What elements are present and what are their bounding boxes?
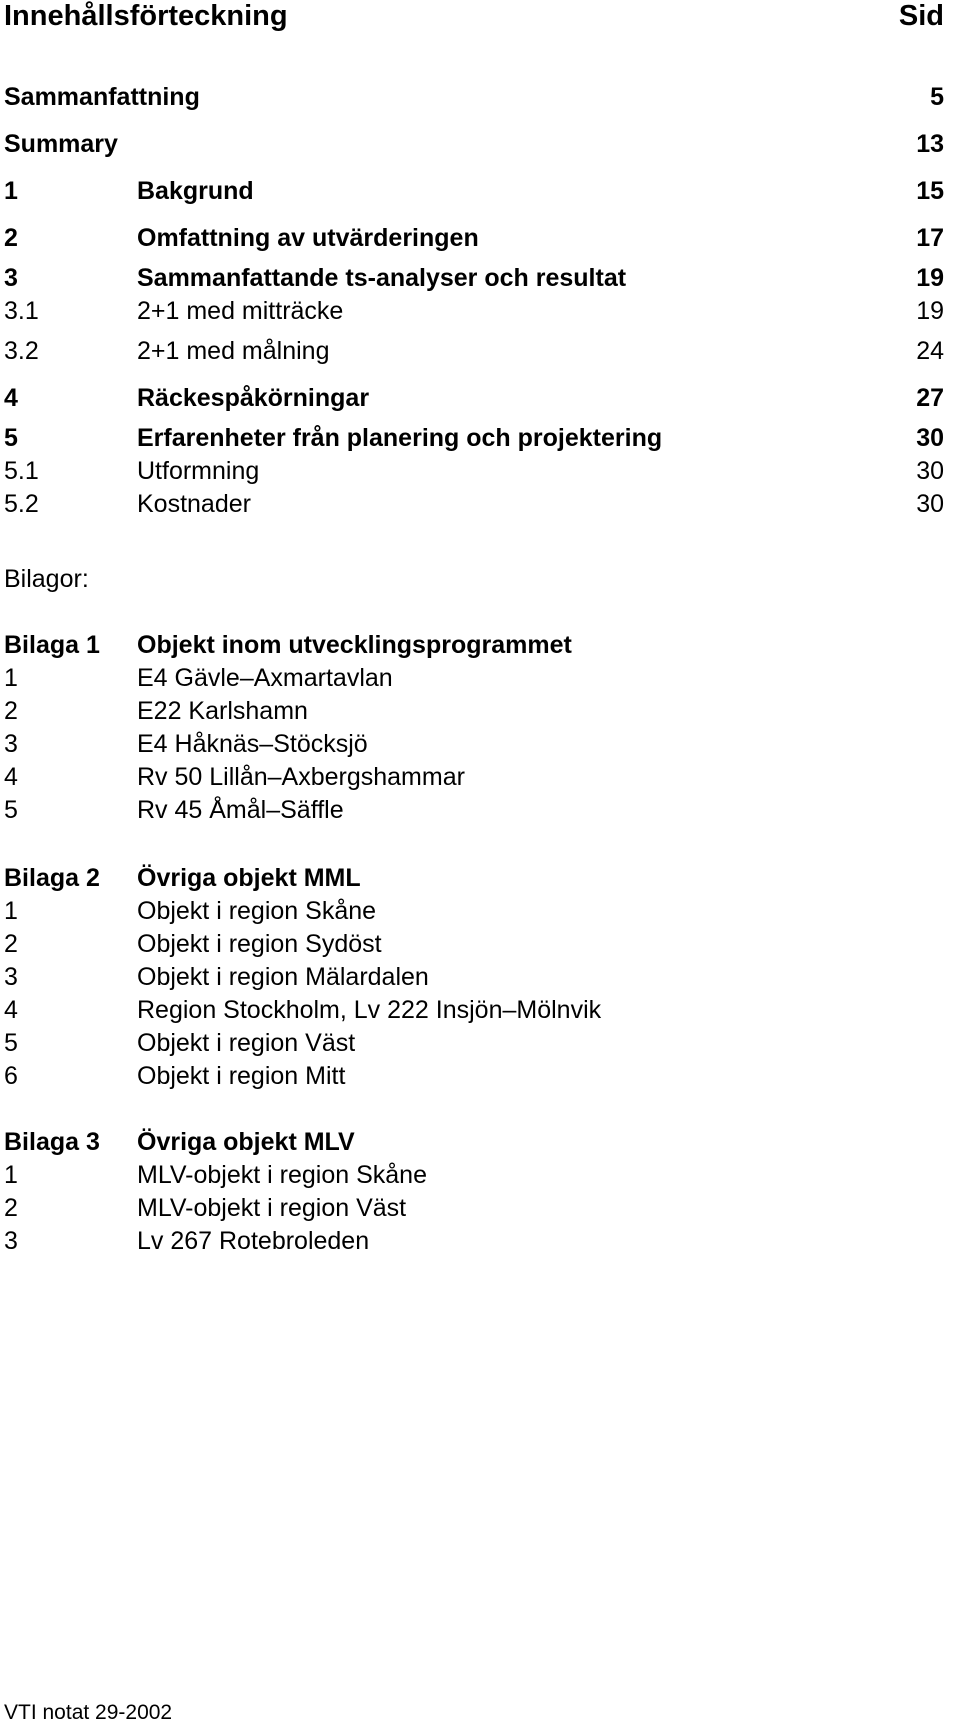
page-column-label: Sid: [898, 0, 944, 32]
annex-item: [4, 1159, 944, 1192]
annex-item-number: 2: [4, 930, 18, 958]
toc-entry-page: 19: [916, 264, 944, 292]
annex-item-text: Rv 45 Åmål–Säffle: [137, 796, 344, 824]
annex-section-3: [4, 1126, 944, 1258]
annex-label: Bilaga 1: [4, 631, 100, 659]
toc-entry-label: Summary: [4, 130, 118, 158]
toc-entry-title: Räckespåkörningar: [137, 384, 370, 412]
annex-title: Objekt inom utvecklingsprogrammet: [137, 631, 572, 659]
toc-entry-number: 5.2: [4, 490, 39, 518]
annex-item-text: E22 Karlshamn: [137, 697, 308, 725]
annex-item-number: 2: [4, 1194, 18, 1222]
annex-item: [4, 1192, 944, 1225]
toc-entry-page: 30: [916, 424, 944, 452]
annex-item-text: Objekt i region Mitt: [137, 1062, 346, 1090]
toc-entry-title: Omfattning av utvärderingen: [137, 224, 479, 252]
toc-entry-number: 3.1: [4, 297, 39, 325]
toc-entry-number: 1: [4, 177, 18, 205]
toc-entry-number: 2: [4, 224, 18, 252]
toc-entry: [4, 215, 944, 262]
annex-item-text: E4 Håknäs–Stöcksjö: [137, 730, 368, 758]
toc-entry-number: 5.1: [4, 457, 39, 485]
annex-item-number: 5: [4, 1029, 18, 1057]
toc-entry-label: Sammanfattning: [4, 83, 200, 111]
page-footer: VTI notat 29-2002: [4, 1701, 173, 1724]
toc-header: [4, 0, 944, 34]
toc-entry-title: Sammanfattande ts-analyser och resultat: [137, 264, 627, 292]
annex-item: [4, 1225, 944, 1258]
annex-item-text: E4 Gävle–Axmartavlan: [137, 664, 393, 692]
annex-item-number: 5: [4, 796, 18, 824]
toc-entry-page: 27: [916, 384, 944, 412]
annex-item: [4, 695, 944, 728]
toc-entry-title: Utformning: [137, 457, 260, 485]
toc-entry-title: 2+1 med målning: [137, 337, 330, 365]
annex-item: [4, 761, 944, 794]
annex-section-2: [4, 862, 944, 1093]
annex-item-number: 1: [4, 897, 18, 925]
annex-title-row: [4, 862, 944, 895]
annex-item-text: Objekt i region Sydöst: [137, 930, 382, 958]
toc-entry-page: 24: [916, 337, 944, 365]
annex-title: Övriga objekt MLV: [137, 1128, 355, 1156]
annex-item-number: 4: [4, 763, 18, 791]
annex-item-number: 2: [4, 697, 18, 725]
annex-item: [4, 961, 944, 994]
toc-entry-page: 30: [916, 457, 944, 485]
annex-item: [4, 1027, 944, 1060]
annex-section-1: [4, 629, 944, 827]
toc-entry: [4, 262, 944, 295]
annex-item-number: 6: [4, 1062, 18, 1090]
table-of-contents: [4, 74, 944, 521]
toc-subentry: [4, 295, 944, 328]
annex-item-number: 3: [4, 963, 18, 991]
annex-heading: Bilagor:: [4, 565, 89, 593]
toc-entry: [4, 74, 944, 121]
annex-item: [4, 928, 944, 961]
annex-item: [4, 728, 944, 761]
annex-label: Bilaga 2: [4, 864, 100, 892]
toc-entry-title: Kostnader: [137, 490, 251, 518]
annex-item-number: 1: [4, 664, 18, 692]
annex-title-row: [4, 629, 944, 662]
annex-item-text: Region Stockholm, Lv 222 Insjön–Mölnvik: [137, 996, 602, 1024]
annex-title-row: [4, 1126, 944, 1159]
toc-entry-page: 17: [916, 224, 944, 252]
toc-entry-page: 13: [916, 130, 944, 158]
annex-item-number: 4: [4, 996, 18, 1024]
toc-entry: [4, 121, 944, 168]
toc-entry-title: Erfarenheter från planering och projektering: [137, 424, 663, 452]
toc-entry: [4, 168, 944, 215]
toc-entry-page: 19: [916, 297, 944, 325]
page-title: Innehållsförteckning: [4, 0, 288, 32]
annex-item-text: Rv 50 Lillån–Axbergshammar: [137, 763, 465, 791]
toc-entry-number: 4: [4, 384, 18, 412]
toc-entry-number: 3: [4, 264, 18, 292]
toc-entry-title: 2+1 med mitträcke: [137, 297, 344, 325]
annex-label: Bilaga 3: [4, 1128, 100, 1156]
annex-item: [4, 1060, 944, 1093]
toc-entry-number: 5: [4, 424, 18, 452]
annex-item: [4, 794, 944, 827]
toc-entry: [4, 375, 944, 422]
toc-entry-page: 30: [916, 490, 944, 518]
annex-item-text: Lv 267 Rotebroleden: [137, 1227, 370, 1255]
annex-item-number: 1: [4, 1161, 18, 1189]
annex-item-text: Objekt i region Mälardalen: [137, 963, 429, 991]
annex-item-text: MLV-objekt i region Väst: [137, 1194, 407, 1222]
toc-entry-number: 3.2: [4, 337, 39, 365]
toc-subentry: [4, 455, 944, 488]
annex-item-number: 3: [4, 1227, 18, 1255]
toc-subentry: [4, 328, 944, 375]
toc-entry: [4, 422, 944, 455]
annex-item: [4, 895, 944, 928]
annex-item-text: MLV-objekt i region Skåne: [137, 1161, 427, 1189]
annex-title: Övriga objekt MML: [137, 864, 361, 892]
annex-item: [4, 662, 944, 695]
annex-item-text: Objekt i region Skåne: [137, 897, 377, 925]
annex-item-number: 3: [4, 730, 18, 758]
annex-item-text: Objekt i region Väst: [137, 1029, 356, 1057]
toc-entry-page: 5: [930, 83, 944, 111]
toc-entry-page: 15: [916, 177, 944, 205]
annex-item: [4, 994, 944, 1027]
toc-subentry: [4, 488, 944, 521]
toc-entry-title: Bakgrund: [137, 177, 254, 205]
